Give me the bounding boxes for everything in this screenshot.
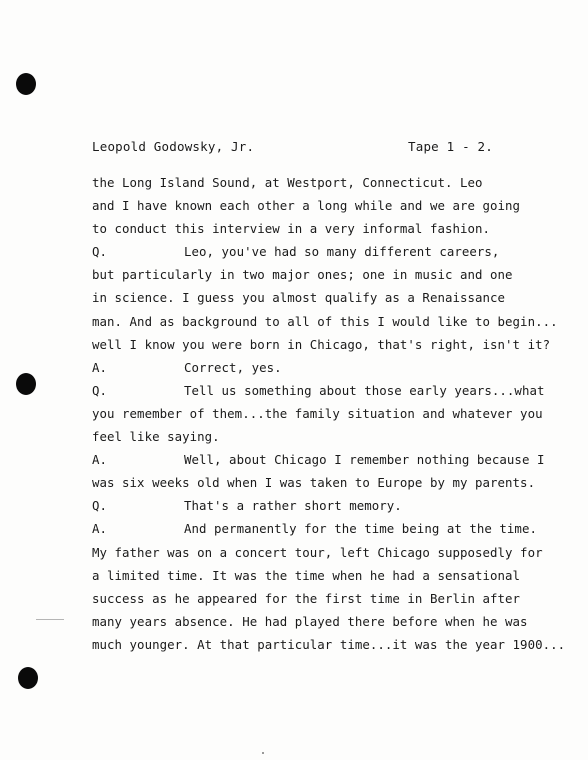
line-text: My father was on a concert tour, left Chicago supposedly for	[92, 544, 543, 560]
transcript-line	[92, 221, 532, 244]
line-text: That's a rather short memory.	[184, 498, 402, 514]
transcript-line	[92, 313, 558, 337]
stray-dot	[262, 752, 264, 754]
line-text: man. And as background to all of this I would like to begin...	[92, 313, 558, 329]
line-text: success as he appeared for the first time in Berlin after	[92, 590, 521, 606]
line-text: you remember of them...the family situation and whatever you	[92, 405, 543, 421]
line-text: in science. I guess you almost qualify as a Renaissance	[92, 290, 506, 306]
transcript-line	[92, 591, 532, 614]
speaker-label: Q.	[92, 498, 108, 514]
line-text: and I have known each other a long while and we are going	[92, 198, 521, 214]
line-text: a limited time. It was the time when he had a sensational	[92, 567, 521, 583]
punch-hole-top	[16, 73, 36, 95]
line-text: Correct, yes.	[184, 359, 282, 375]
transcript-line	[92, 360, 532, 383]
transcript-line	[92, 475, 536, 498]
transcript-line	[92, 614, 532, 637]
punch-hole-bottom	[18, 667, 38, 689]
transcript-line	[92, 336, 551, 360]
transcript-line	[92, 544, 543, 568]
line-text: to conduct this interview in a very informal fashion.	[92, 221, 491, 237]
transcript-line	[92, 244, 532, 267]
line-text: many years absence. He had played there before when he was	[92, 613, 528, 629]
punch-hole-middle	[16, 373, 36, 395]
speaker-label: Q.	[92, 382, 108, 398]
stray-pencil-mark	[36, 619, 64, 620]
line-text: And permanently for the time being at the time.	[184, 521, 537, 537]
line-text: feel like saying.	[92, 429, 220, 445]
transcript-body	[92, 175, 566, 660]
speaker-label: A.	[92, 359, 108, 375]
transcript-line	[92, 175, 532, 198]
transcript-line	[92, 405, 543, 429]
transcript-line	[92, 267, 532, 290]
line-text: well I know you were born in Chicago, that's right, isn't it?	[92, 336, 551, 352]
transcript-line	[92, 198, 532, 221]
transcript-line	[92, 429, 532, 452]
line-text: but particularly in two major ones; one in music and one	[92, 267, 513, 283]
line-text: Well, about Chicago I remember nothing because I	[184, 452, 545, 468]
transcript-line	[92, 290, 532, 313]
transcript-line	[92, 452, 545, 475]
transcript-line	[92, 521, 537, 544]
line-text: was six weeks old when I was taken to Europe by my parents.	[92, 475, 536, 491]
line-text: Tell us something about those early years...what	[184, 382, 545, 398]
speaker-label: A.	[92, 521, 108, 537]
tape-number: Tape 1 - 2.	[408, 139, 493, 154]
line-text: much younger. At that particular time...it was the year 1900...	[92, 636, 566, 652]
speaker-label: Q.	[92, 244, 108, 260]
transcript-line	[92, 498, 532, 521]
speaker-label: A.	[92, 452, 108, 468]
transcript-line	[92, 382, 545, 406]
line-text: Leo, you've had so many different careers,	[184, 244, 500, 260]
transcript-line	[92, 568, 532, 591]
interviewee-name: Leopold Godowsky, Jr.	[92, 139, 255, 154]
line-text: the Long Island Sound, at Westport, Connecticut. Leo	[92, 175, 483, 190]
transcript-line	[92, 636, 566, 660]
